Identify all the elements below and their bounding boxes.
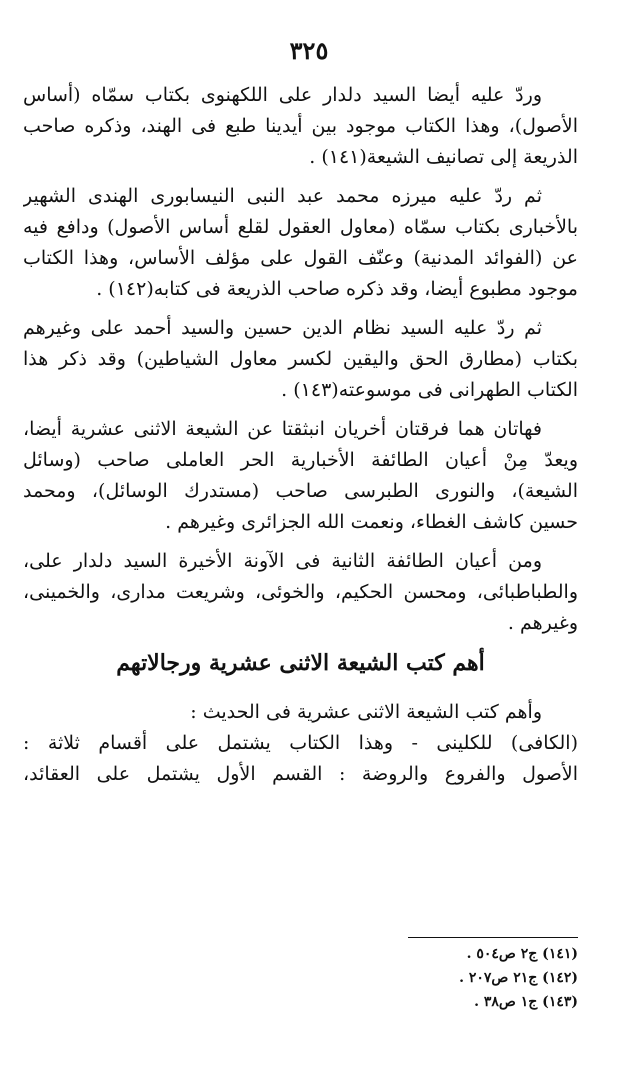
footnote: (١٤١) ج٢ ص٥٠٤ .: [466, 946, 578, 962]
text-line: الأصول والفروع والروضة : القسم الأول يشتمل على العقائد،: [23, 763, 578, 785]
text-line: عن (الفوائد المدنية) وعنّف القول على مؤلف الأساس، وهذا الكتاب: [23, 247, 578, 269]
paragraph: [23, 697, 578, 790]
text-line: وردّ عليه أيضا السيد دلدار على اللكهنوى بكتاب سمّاه (أساس: [23, 84, 542, 106]
footnote-separator: [408, 937, 578, 938]
section-heading: أهم كتب الشيعة الاثنى عشرية ورجالاتهم: [116, 650, 485, 676]
text-line: ومن أعيان الطائفة الثانية فى الآونة الأخيرة السيد دلدار على،: [23, 550, 542, 572]
text-line: فهاتان هما فرقتان أخريان انبثقتا عن الشيعة الاثنى عشرية أيضا،: [23, 418, 542, 440]
paragraph: [23, 80, 578, 173]
footnote: (١٤٢) ج٢١ ص٢٠٧ .: [459, 970, 578, 986]
text-line: (الكافى) للكلينى - وهذا الكتاب يشتمل على أقسام ثلاثة :: [23, 732, 578, 754]
text-line: الشيعة)، والنورى الطبرسى صاحب (مستدرك الوسائل)، ومحمد: [23, 480, 578, 502]
text-line: موجود مطبوع أيضا، وقد ذكره صاحب الذريعة فى كتابه(١٤٢) .: [96, 278, 578, 300]
text-line: والطباطبائى، ومحسن الحكيم، والخوئى، وشريعت مدارى، والخمينى،: [23, 581, 578, 603]
text-line: حسين كاشف الغطاء، ونعمت الله الجزائرى وغيرهم .: [165, 511, 578, 533]
text-line: الأصول)، وهذا الكتاب موجود بين أيدينا طبع فى الهند، وذكره صاحب: [23, 115, 578, 137]
text-line: ويعدّ مِنْ أعيان الطائفة الأخبارية الحر العاملى صاحب (وسائل: [23, 449, 578, 471]
footnote: (١٤٣) ج١ ص٣٨ .: [474, 994, 578, 1010]
paragraph: [23, 313, 578, 406]
text-line: بكتاب (مطارق الحق واليقين لكسر معاول الشياطين) وقد ذكر هذا: [23, 348, 578, 370]
page-number: ٣٢٥: [289, 36, 329, 65]
text-line: ثم ردّ عليه ميرزه محمد عبد النبى النيسابورى الهندى الشهير: [23, 185, 542, 207]
text-line: بالأخبارى بكتاب سمّاه (معاول العقول لقلع أساس الأصول) ودافع فيه: [23, 216, 578, 238]
text-line: وغيرهم .: [507, 612, 578, 634]
paragraph: [23, 546, 578, 639]
text-line: الذريعة إلى تصانيف الشيعة(١٤١) .: [309, 146, 578, 168]
main-text: [23, 80, 578, 790]
text-line: ثم ردّ عليه السيد نظام الدين حسين والسيد أحمد على وغيرهم: [23, 317, 542, 339]
text-line: وأهم كتب الشيعة الاثنى عشرية فى الحديث :: [190, 701, 542, 723]
text-line: الكتاب الطهرانى فى موسوعته(١٤٣) .: [281, 379, 578, 401]
paragraph: [23, 414, 578, 538]
paragraph: [23, 181, 578, 305]
footnotes: [278, 942, 578, 1014]
